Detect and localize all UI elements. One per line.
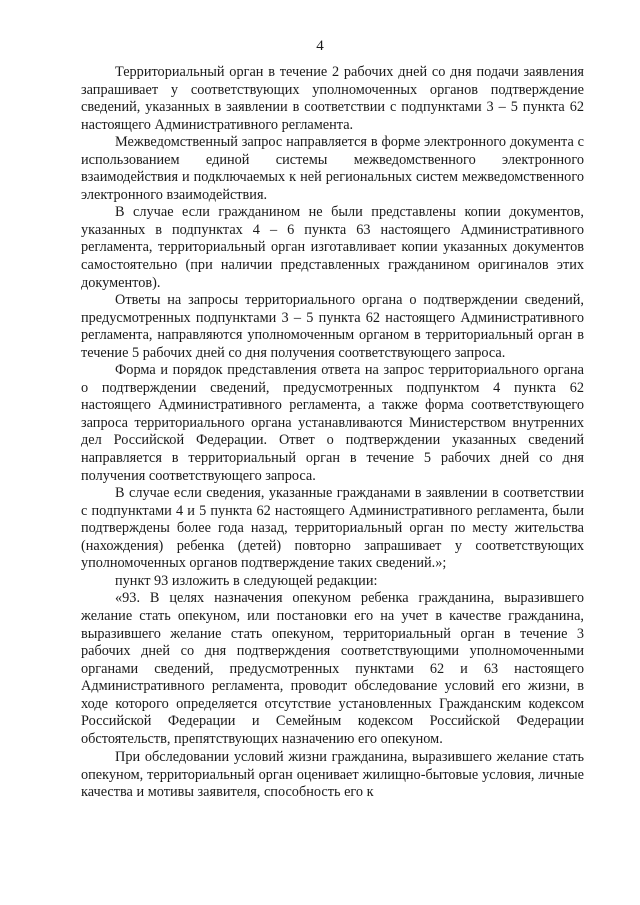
document-body bbox=[81, 64, 584, 802]
paragraph-request-deadline: Территориальный орган в течение 2 рабочих дней со дня подачи заявления запрашивает у соответствующих уполномоченных органов подтверждение сведений, указанных в заявлении в соответствии с подпунктами 3 – 5 пункта 62 настоящего Административного регламента. bbox=[81, 64, 584, 133]
paragraph-interagency-request: Межведомственный запрос направляется в форме электронного документа с использованием единой системы межведомственного электронного взаимодействия и подключаемых к ней региональных систем межведомственного электронного взаимодействия. bbox=[81, 134, 584, 203]
paragraph-living-conditions: При обследовании условий жизни гражданина, выразившего желание стать опекуном, территориальный орган оценивает жилищно-бытовые условия, личные качества и мотивы заявителя, способность его к bbox=[81, 749, 584, 801]
page-number: 4 bbox=[316, 38, 324, 54]
paragraph-item-93: «93. В целях назначения опекуном ребенка гражданина, выразившего желание стать опекуном, или постановки его на учет в качестве гражданина, выразившего желание стать опекуном, территориальный орган в течение 3 рабочих дней со дня подтверждения соответствующими уполномоченными органами сведений, предусмотренных пунктами 62 и 63 настоящего Административного регламента, проводит обследование условий его жизни, в ходе которого определяется отсутствие установленных Гражданским кодексом Российской Федерации и Семейным кодексом Российской Федерации обстоятельств, препятствующих назначению его опекуном. bbox=[81, 590, 584, 747]
paragraph-item-93-intro: пункт 93 изложить в следующей редакции: bbox=[115, 572, 378, 589]
paragraph-repeat-request: В случае если сведения, указанные гражданами в заявлении в соответствии с подпунктами 4 и 5 пункта 62 настоящего Административного регламента, были подтверждены более года назад, территориальный орган по месту жительства (нахождения) ребенка (детей) повторно запрашивает у соответствующих уполномоченных органов подтверждение таких сведений.»; bbox=[81, 485, 584, 572]
paragraph-document-copies: В случае если гражданином не были представлены копии документов, указанных в подпунктах 4 – 6 пункта 63 настоящего Административного регламента, территориальный орган изготавливает копии указанных документов самостоятельно (при наличии представленных гражданином оригиналов этих документов). bbox=[81, 204, 584, 291]
paragraph-request-answers: Ответы на запросы территориального органа о подтверждении сведений, предусмотренных подпунктами 3 – 5 пункта 62 настоящего Административного регламента, направляются уполномоченным органом в территориальный орган в течение 5 рабочих дней со дня получения соответствующего запроса. bbox=[81, 292, 584, 361]
paragraph-answer-form: Форма и порядок представления ответа на запрос территориального органа о подтверждении сведений, предусмотренных подпунктом 4 пункта 62 настоящего Административного регламента, а также форма соответствующего запроса территориального органа устанавливаются Министерством внутренних дел Российской Федерации. Ответ о подтверждении указанных сведений направляется в территориальный орган в течение 5 рабочих дней со дня получения соответствующего запроса. bbox=[81, 362, 584, 484]
